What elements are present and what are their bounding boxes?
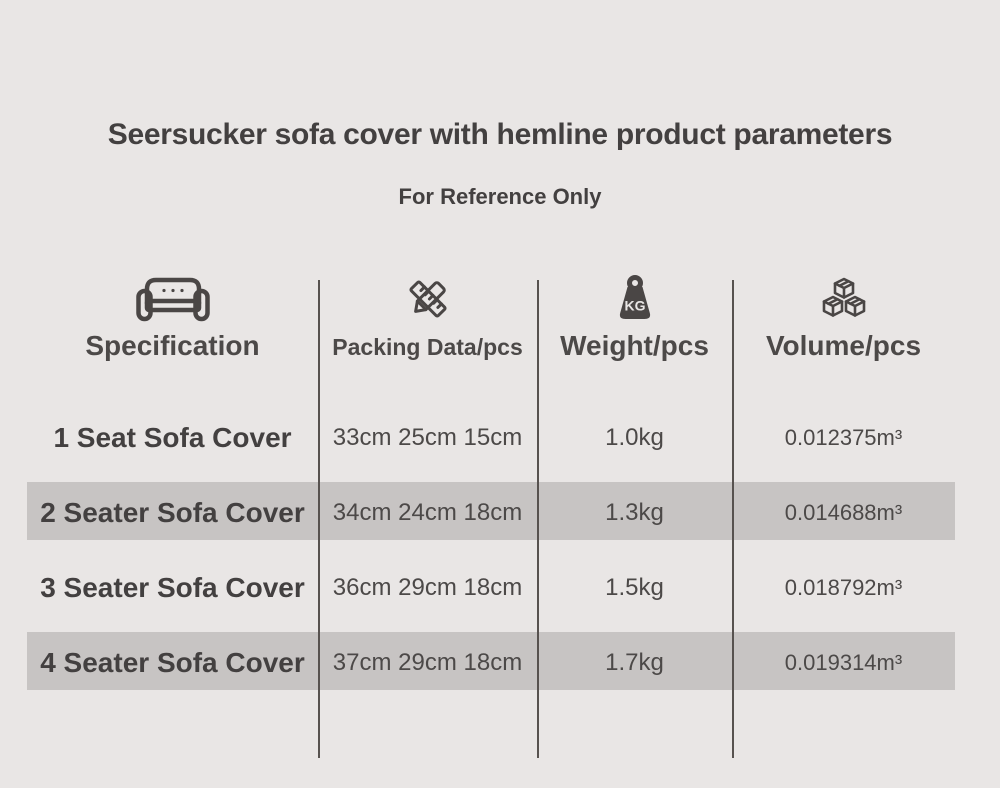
- volume-cell: 0.019314m³: [784, 649, 903, 675]
- column-header-label: Specification: [85, 330, 260, 361]
- column-header-volume: [732, 270, 955, 400]
- weight-cell: 1.5kg: [605, 573, 664, 601]
- weight-kg-icon: [613, 272, 657, 326]
- column-header-label: Weight/pcs: [560, 330, 709, 361]
- column-header-label: Packing Data/pcs: [332, 334, 523, 360]
- stacked-boxes-icon: [819, 272, 869, 326]
- volume-cell: 0.018792m³: [784, 574, 903, 600]
- column-header-weight: [537, 270, 732, 400]
- column-header-packing: [318, 270, 537, 400]
- column-header-specification: [27, 270, 318, 400]
- spec-cell: 4 Seater Sofa Cover: [40, 646, 305, 678]
- packing-cell: 34cm 24cm 18cm: [332, 498, 523, 526]
- packing-cell: 36cm 29cm 18cm: [332, 573, 523, 601]
- page-title: Seersucker sofa cover with hemline product parameters: [107, 118, 893, 151]
- column-header-label: Volume/pcs: [765, 330, 922, 361]
- spec-cell: 1 Seat Sofa Cover: [53, 421, 292, 453]
- packing-cell: 37cm 29cm 18cm: [332, 648, 523, 676]
- column-divider: [537, 280, 539, 758]
- packing-cell: 33cm 25cm 15cm: [332, 423, 523, 451]
- weight-cell: 1.0kg: [605, 423, 664, 451]
- spec-cell: 2 Seater Sofa Cover: [40, 496, 305, 528]
- spec-cell: 3 Seater Sofa Cover: [40, 571, 305, 603]
- volume-cell: 0.014688m³: [784, 499, 903, 525]
- kg-icon-text: KG: [624, 297, 645, 314]
- page-subtitle: For Reference Only: [398, 184, 602, 209]
- column-divider: [732, 280, 734, 758]
- weight-cell: 1.7kg: [605, 648, 664, 676]
- ruler-pencil-icon: [403, 272, 453, 326]
- sofa-icon: [134, 272, 212, 326]
- weight-cell: 1.3kg: [605, 498, 664, 526]
- column-divider: [318, 280, 320, 758]
- volume-cell: 0.012375m³: [784, 424, 903, 450]
- parameters-table: [27, 270, 955, 762]
- parameters-grid: [27, 270, 955, 700]
